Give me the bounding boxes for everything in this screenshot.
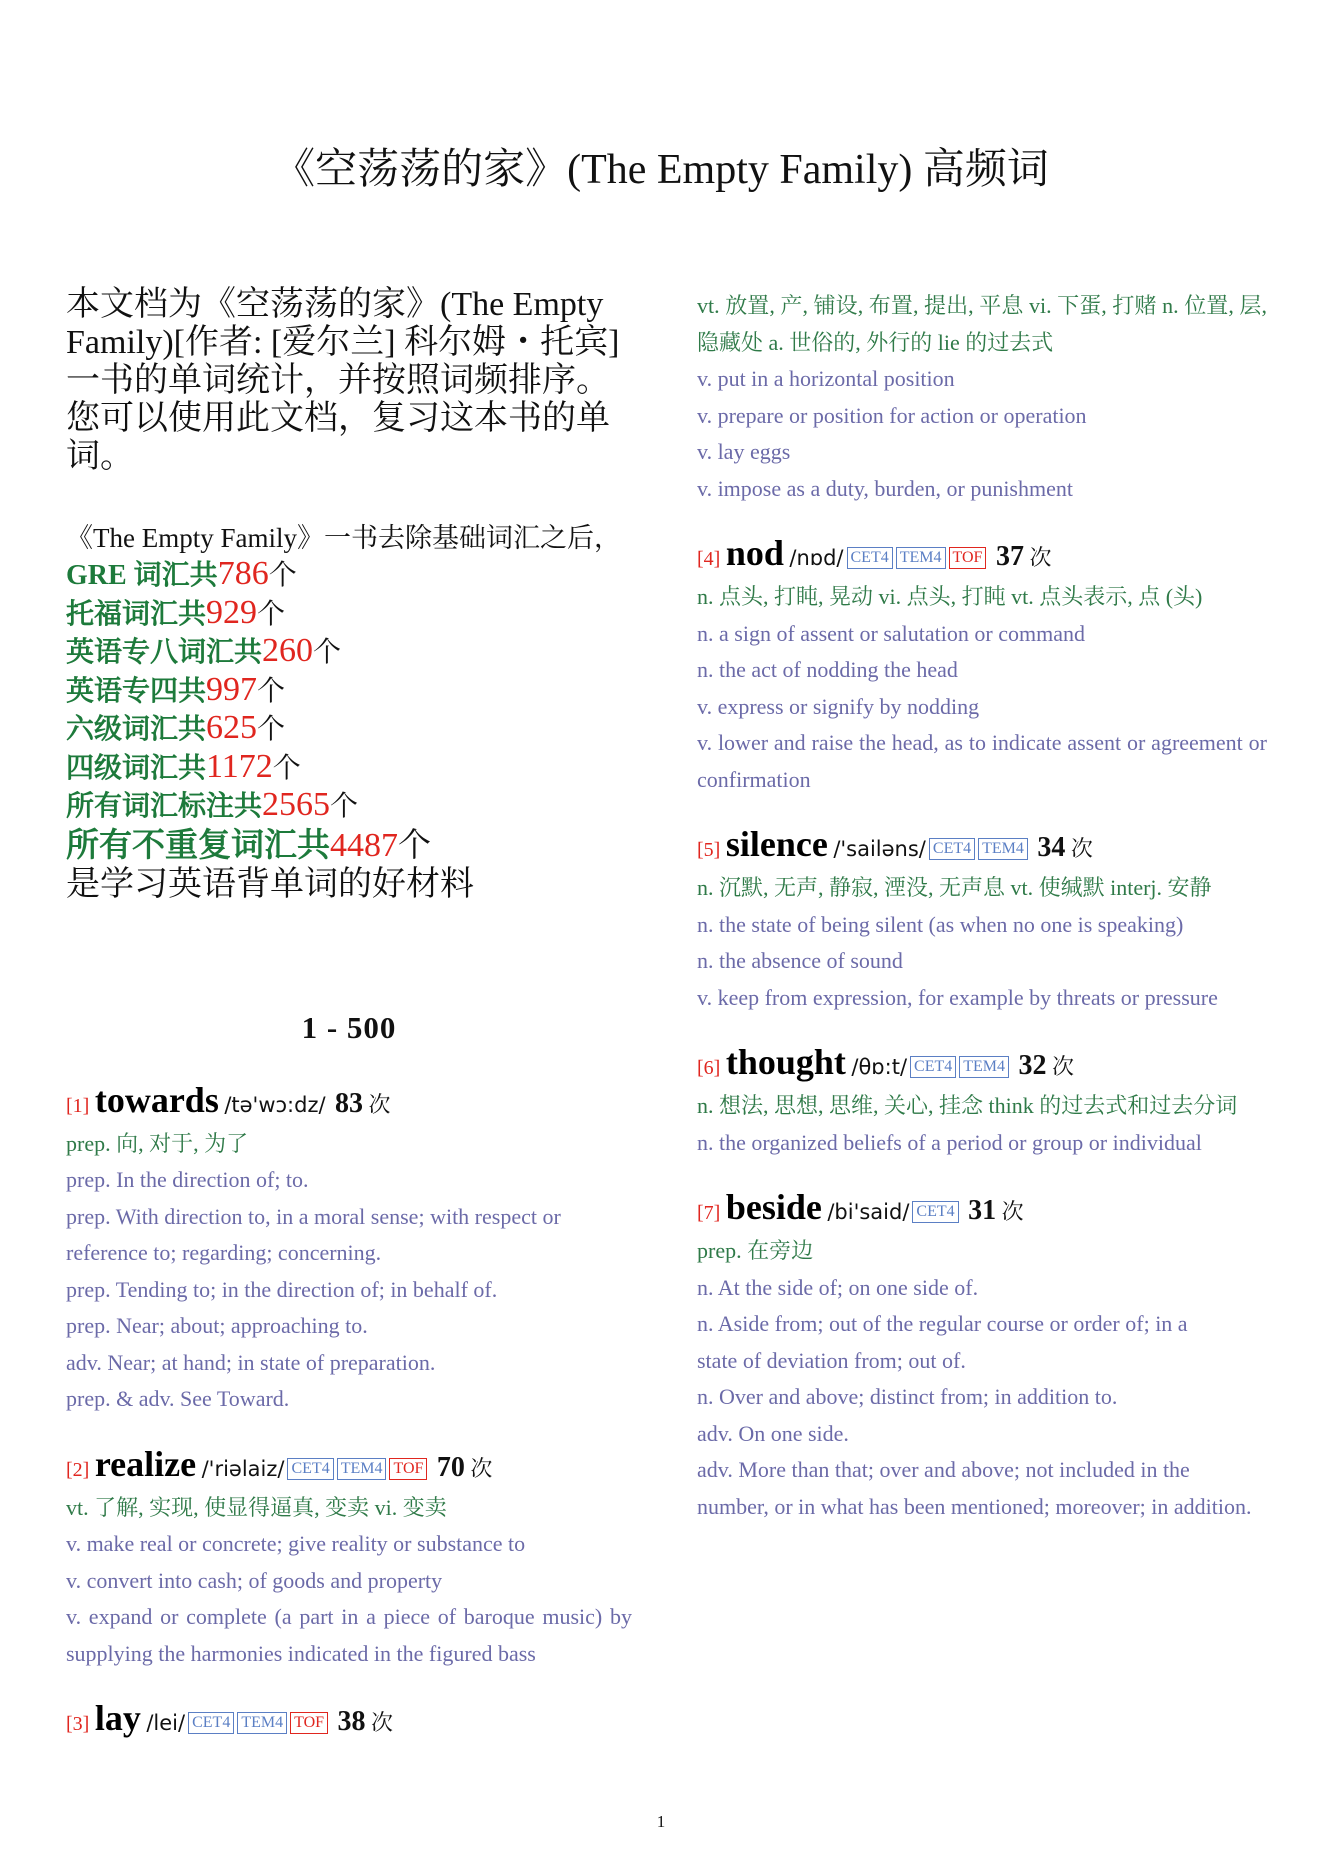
entry-index: [3]: [66, 1713, 90, 1735]
entry-word: towards: [94, 1079, 219, 1120]
stat-label: 所有词汇标注共: [66, 791, 263, 822]
definition-en: prep. Near; about; approaching to.: [66, 1313, 368, 1338]
entry-index: [1]: [66, 1094, 90, 1117]
definition-en: adv. More than that; over and above; not included in the: [697, 1457, 1190, 1482]
definition-en: prep. & adv. See Toward.: [66, 1386, 290, 1411]
stat-label: 所有不重复词汇共: [66, 827, 330, 864]
stat-unit: 个: [257, 675, 286, 707]
definition-cn: n. 想法, 思想, 思维, 关心, 挂念 think 的过去式和过去分词: [697, 1093, 1238, 1118]
stat-label: 托福词汇共: [66, 598, 207, 630]
word-entry: [66, 1698, 632, 1744]
stat-label: 四级词汇共: [66, 752, 207, 784]
count-suffix: 次: [371, 1710, 394, 1735]
definition-en: n. Aside from; out of the regular course or order of; in a: [697, 1311, 1188, 1336]
stat-unit: 个: [330, 791, 359, 822]
entry-header: [697, 1187, 1267, 1233]
count-suffix: 次: [1001, 1199, 1024, 1224]
word-entry: [66, 1444, 632, 1673]
entry-phonetic: /nɒd/: [789, 546, 844, 570]
definition-en: v. express or signify by nodding: [697, 693, 980, 719]
tag-badge: TOF: [949, 547, 987, 569]
entry-phonetic: /bi'said/: [827, 1200, 910, 1224]
stat-label: 六级词汇共: [66, 714, 207, 745]
stat-value: 786: [217, 555, 269, 592]
stat-unit: 个: [257, 714, 286, 745]
stat-unit: 个: [257, 598, 286, 630]
word-entry: [697, 533, 1267, 798]
tag-badge: TEM4: [978, 838, 1028, 860]
definition-en: v. keep from expression, for example by threats or pressure: [697, 984, 1218, 1010]
definition-cn: n. 沉默, 无声, 静寂, 湮没, 无声息 vt. 使缄默 interj. 安静: [697, 875, 1212, 900]
definition-en: v. impose as a duty, burden, or punishment: [697, 475, 1073, 501]
definition-en: n. the state of being silent (as when no one is speaking): [697, 911, 1184, 937]
stat-unit: 个: [272, 752, 301, 784]
definition-en: v. lay eggs: [697, 439, 791, 464]
entry-index: [6]: [697, 1057, 721, 1079]
stats-block: [66, 520, 632, 904]
definition-en: n. the organized beliefs of a period or group or individual: [697, 1129, 1202, 1155]
stat-value: 260: [262, 632, 314, 669]
stat-tem8: [66, 633, 632, 672]
entry-index: [2]: [66, 1458, 90, 1481]
definition-en: n. At the side of; on one side of.: [697, 1274, 979, 1300]
definition-en: n. the act of nodding the head: [697, 657, 958, 682]
definition-en: prep. Tending to; in the direction of; in behalf of.: [66, 1276, 498, 1302]
definition-cn: n. 点头, 打盹, 晃动 vi. 点头, 打盹 vt. 点头表示, 点 (头): [697, 584, 1203, 609]
definition-cn: vt. 了解, 实现, 使显得逼真, 变卖 vi. 变卖: [66, 1494, 447, 1520]
entry-header: [66, 1444, 632, 1490]
entry-phonetic: /'riəlaiz/: [201, 1456, 285, 1481]
page-number: 1: [656, 1812, 666, 1831]
count-suffix: 次: [470, 1455, 493, 1481]
stat-all-unique: [66, 826, 632, 866]
word-entry: [697, 824, 1267, 1016]
stat-value: 929: [206, 593, 258, 631]
entry-index: [5]: [697, 839, 721, 861]
stat-unit: 个: [313, 637, 342, 668]
count-suffix: 次: [368, 1091, 391, 1117]
entry-header: [66, 1080, 632, 1126]
entry-phonetic: /lei/: [146, 1711, 186, 1735]
intro-paragraph: 本文档为《空荡荡的家》(The Empty Family)[作者: [爱尔兰] 科尔姆・托宾] 一书的单词统计，并按照词频排序。您可以使用此文档，复习这本书的单词。: [66, 286, 620, 475]
range-heading: 1 - 500: [301, 1009, 397, 1045]
entry-phonetic: /θɒ:t/: [851, 1055, 908, 1079]
tag-badge: CET4: [910, 1056, 956, 1078]
definition-en: v. expand or complete (a part in a piece of baroque music) by supplying the harmonies indicated in the figured bass: [66, 1604, 632, 1666]
definition-cn: vt. 放置, 产, 铺设, 布置, 提出, 平息 vi. 下蛋, 打赌 n. 位置, 层, 隐藏处 a. 世俗的, 外行的 lie 的过去式: [697, 293, 1267, 355]
entry-count: 32: [1018, 1050, 1047, 1081]
definition-en: prep. In the direction of; to.: [66, 1167, 309, 1192]
entry-index: [7]: [697, 1202, 721, 1224]
tag-badge: CET4: [847, 547, 893, 569]
entry-word: silence: [725, 824, 828, 864]
definition-en: v. convert into cash; of goods and property: [66, 1567, 443, 1593]
entry-count: 31: [968, 1195, 997, 1226]
definition-en: v. make real or concrete; give reality or substance to: [66, 1531, 526, 1556]
entry-header: [697, 533, 1267, 579]
entry-word: lay: [94, 1698, 141, 1738]
entry-word: nod: [725, 533, 784, 573]
entry-count: 38: [337, 1706, 366, 1737]
stat-unit: 个: [268, 560, 297, 591]
left-column: [66, 286, 632, 1744]
stat-tem4: [66, 672, 632, 711]
word-entry-continued: [697, 288, 1267, 507]
tag-badge: CET4: [929, 838, 975, 860]
definition-en: n. a sign of assent or salutation or command: [697, 620, 1085, 646]
count-suffix: 次: [1052, 1054, 1075, 1079]
stat-cet4: [66, 749, 632, 788]
definition-cn: prep. 向, 对于, 为了: [66, 1130, 249, 1156]
entry-count: 70: [436, 1451, 465, 1483]
entry-word: realize: [94, 1443, 197, 1484]
definition-en: prep. With direction to, in a moral sense; with respect or: [66, 1203, 561, 1229]
definition-en: n. Over and above; distinct from; in addition to.: [697, 1384, 1118, 1409]
definition-en: adv. On one side.: [697, 1420, 849, 1446]
stat-label: 英语专八词汇共: [66, 637, 263, 668]
stat-value: 997: [206, 670, 258, 708]
stat-value: 2565: [262, 786, 331, 823]
entry-phonetic: /'sailəns/: [833, 837, 926, 861]
definition-en: number, or in what has been mentioned; moreover; in addition.: [697, 1493, 1252, 1519]
tag-badge: CET4: [912, 1201, 958, 1223]
stat-value: 4487: [330, 826, 398, 864]
stats-heading: 《The Empty Family》一书去除基础词汇之后，: [66, 523, 621, 553]
stat-label: GRE 词汇共: [66, 560, 218, 591]
entry-phonetic: /tə'wɔ:dz/: [224, 1092, 326, 1117]
stat-all-tagged: [66, 787, 632, 826]
tag-badge: TOF: [290, 1712, 328, 1734]
tag-badge: TOF: [389, 1458, 427, 1480]
count-suffix: 次: [1029, 545, 1052, 570]
page-title: 《空荡荡的家》(The Empty Family) 高频词: [273, 147, 1049, 193]
entry-count: 83: [335, 1087, 364, 1119]
definition-en: v. put in a horizontal position: [697, 366, 955, 391]
stat-toefl: [66, 595, 632, 634]
entry-word: beside: [725, 1187, 822, 1227]
word-entry: [66, 1080, 632, 1418]
definition-en: v. lower and raise the head, as to indicate assent or agreement or confirmation: [697, 730, 1267, 792]
stat-cet6: [66, 710, 632, 749]
stat-value: 1172: [206, 747, 273, 785]
tag-badge: TEM4: [337, 1458, 387, 1480]
stats-closing: 是学习英语背单词的好材料: [66, 865, 474, 903]
stat-value: 625: [206, 709, 258, 746]
entry-header: [66, 1698, 632, 1744]
entry-word: thought: [725, 1042, 846, 1082]
entry-index: [4]: [697, 548, 721, 570]
stat-unit: 个: [398, 827, 431, 864]
word-entry: [697, 1187, 1267, 1525]
entry-count: 37: [995, 541, 1024, 572]
entry-count: 34: [1037, 832, 1066, 863]
tag-badge: TEM4: [237, 1712, 287, 1734]
definition-en: state of deviation from; out of.: [697, 1347, 966, 1373]
tag-badge: TEM4: [959, 1056, 1009, 1078]
count-suffix: 次: [1070, 836, 1093, 861]
right-column: [697, 288, 1267, 1525]
word-entry: [697, 1042, 1267, 1161]
stat-label: 英语专四共: [66, 675, 207, 707]
entry-header: [697, 1042, 1267, 1088]
entry-header: [697, 824, 1267, 870]
stat-gre: [66, 556, 632, 595]
definition-en: n. the absence of sound: [697, 948, 903, 973]
tag-badge: TEM4: [896, 547, 946, 569]
tag-badge: CET4: [287, 1458, 333, 1480]
tag-badge: CET4: [188, 1712, 234, 1734]
definition-en: reference to; regarding; concerning.: [66, 1240, 382, 1265]
definition-en: adv. Near; at hand; in state of preparation.: [66, 1349, 436, 1375]
definition-en: v. prepare or position for action or operation: [697, 402, 1087, 428]
definition-cn: prep. 在旁边: [697, 1238, 814, 1263]
